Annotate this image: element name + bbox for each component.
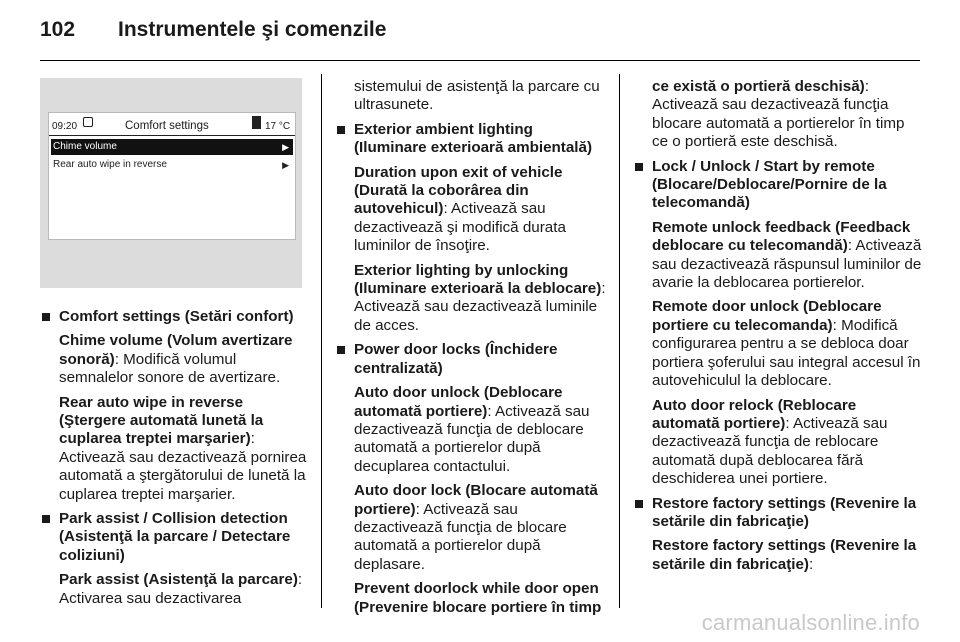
entry-duration-exit [335,164,607,256]
entry-title: Rear auto wipe in reverse (Ştergere automată lunetă la cuplarea treptei marşarier) [59,393,264,448]
column-3 [633,78,923,580]
bullet-title: Park assist / Collision detection (Asistenţă la parcare / Detectare coliziuni) [59,510,291,564]
entry-restore-factory [633,537,923,574]
entry-title: Exterior lighting by unlocking (Iluminare exterioară la deblocare) [354,261,602,298]
display-screenshot [40,78,302,288]
column-divider [619,74,620,608]
entry-rear-auto-wipe [40,394,310,504]
bullet-marker [337,126,345,134]
page-header [0,0,960,62]
entry-title: Auto door unlock (Deblocare automată portiere) [354,384,563,420]
entry-desc: : Activează sau dezactivează funcţia de blocare automată a portierelor după deplasare. [354,500,567,573]
bullet-park-assist [40,510,310,565]
menu-item-rear-auto-wipe[interactable] [51,157,293,173]
entry-desc: : Activează sau dezactivează şi modifică durata luminilor de însoţire. [354,200,566,255]
entry-prevent-doorlock-cont [633,78,923,152]
bullet-title: Power door locks (Închidere centralizată) [354,341,558,377]
screen-title-bar [49,113,295,136]
watermark: carmanualsonline.info [701,610,920,635]
bullet-comfort-settings [40,308,310,326]
entry-desc: : Activează sau dezactivează funcţia de reblocare automată după deblocarea fără deschiderea unei portiere. [652,414,888,488]
column-divider [321,74,322,608]
entry-desc: : Activarea sau dezactivarea [59,571,303,607]
clock-icon [83,117,93,127]
entry-title: Auto door lock (Blocare automată portiere) [354,482,598,518]
entry-auto-unlock [335,384,607,476]
menu-item-label: Chime volume [53,141,117,152]
entry-title: Auto door relock (Reblocare automată portiere) [652,396,857,432]
entry-remote-door-unlock [633,298,923,390]
chevron-right-icon: ▶ [282,160,289,170]
entry-desc: : Modifică configurarea pentru a se debloca doar portiera şoferului sau integral accesul în autovehiculul la deblocare. [652,316,921,390]
screen-temperature: 17 °C [265,121,291,132]
entry-title: Remote unlock feedback (Feedback deblocare cu telecomandă) [652,218,911,255]
entry-desc: : [809,555,814,573]
entry-desc: : Activează sau dezactivează funcţia blocare automată a portierelor în timp ce o portieră este deschisă. [652,78,905,151]
entry-desc: : Activează sau dezactivează luminile de acces. [354,280,606,334]
menu-item-chime-volume[interactable] [51,139,293,155]
bullet-marker [635,163,643,171]
entry-auto-lock [335,482,607,574]
bullet-marker [337,346,345,354]
entry-lighting-unlock [335,262,607,336]
page-number: 102 [40,18,76,41]
header-rule [40,60,920,61]
bullet-marker [42,313,50,321]
bullet-title: Lock / Unlock / Start by remote (Blocare/Deblocare/Pornire de la telecomandă) [652,157,887,212]
entry-continuation: sistemului de asistenţă la parcare cu ultrasunete. [354,78,600,114]
entry-title: ce există o portieră deschisă) [652,78,865,95]
bullet-exterior-lighting [335,121,607,158]
entry-chime-volume [40,332,310,387]
entry-title: Restore factory settings (Revenire la setările din fabricaţie) [652,537,917,573]
entry-title: Duration upon exit of vehicle (Durată la coborârea din autovehicul) [354,163,563,218]
screen-title: Comfort settings [125,120,209,132]
entry-prevent-doorlock [335,580,607,617]
column-1 [40,78,310,614]
bullet-title: Restore factory settings (Revenire la setările din fabricaţie) [652,494,917,530]
entry-desc: : Activează sau dezactivează pornirea automată a ştergătorului de lunetă la cuplarea treptei marşarier. [59,430,307,503]
menu-item-label: Rear auto wipe in reverse [53,159,167,170]
bullet-power-door-locks [335,341,607,378]
entry-title: Remote door unlock (Deblocare portiere cu telecomanda) [652,298,882,334]
page-title: Instrumentele şi comenzile [118,18,387,41]
bullet-restore-factory [633,495,923,532]
bullet-marker [635,500,643,508]
entry-remote-feedback [633,219,923,293]
entry-desc: : Activează sau dezactivează răspunsul luminilor de avarie la deblocarea portierelor. [652,237,922,292]
entry-desc: : Activează sau dezactivează funcţia de deblocare automată a portierelor după decuplarea contactului. [354,402,590,475]
temperature-icon [252,116,261,129]
column-2 [335,78,607,623]
bullet-marker [42,515,50,523]
chevron-right-icon: ▶ [282,142,289,152]
entry-auto-relock [633,397,923,489]
bullet-title: Exterior ambient lighting (Iluminare exterioară ambientală) [354,120,593,157]
entry-title: Chime volume (Volum avertizare sonoră) [59,332,293,368]
entry-park-assist [40,571,310,608]
entry-desc: : Modifică volumul semnalelor sonore de avertizare. [59,350,281,387]
display-screen [48,112,296,240]
bullet-title: Comfort settings (Setări confort) [59,308,294,325]
bullet-remote [633,158,923,213]
entry-title: Prevent doorlock while door open (Prevenire blocare portiere în timp [354,580,602,616]
entry-title: Park assist (Asistenţă la parcare) [59,571,298,589]
screen-time: 09:20 [52,121,78,132]
